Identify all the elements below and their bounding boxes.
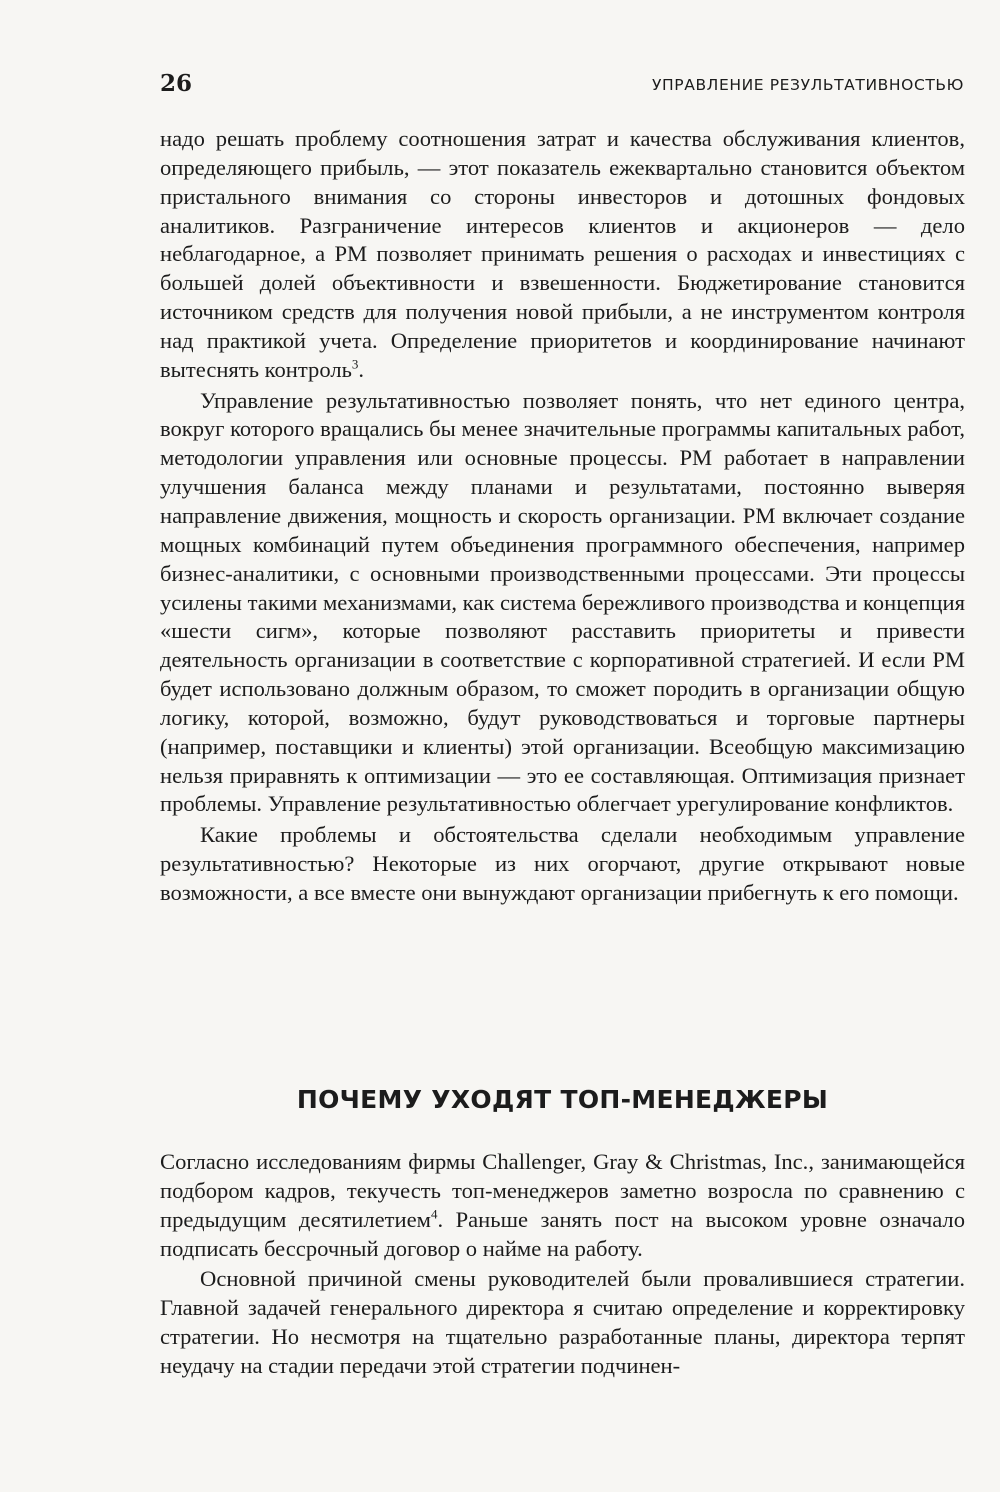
paragraph-1-tail: .: [358, 356, 365, 382]
footnote-ref-3: 3: [351, 356, 359, 372]
section-paragraph-1-text: Согласно исследованиям фирмы Challenger, Gray & Christmas, Inc., занимающейся подбором кадров, текучесть топ-менеджеров заметно возросла по сравнению с предыдущим десятилетием: [160, 1149, 965, 1232]
paragraph-2: Управление результативностью позволяет понять, что нет единого центра, вокруг которого вращались бы менее значительные программы капитальных работ, методологии управления или основные процессы. PM работает в направлении улучшения баланса между планами и результатами, постоянно выверяя направление движения, мощность и скорость организации. PM включает создание мощных комбинаций путем объединения программного обеспечения, например бизнес-аналитики, с основными производственными процессами. Эти процессы усилены такими механизмами, как система бережливого производства и концепция «шести сигм», которые позволяют расставить приоритеты и привести деятельность организации в соответствие с корпоративной стратегией. И если PM будет использовано должным образом, то сможет породить в организации общую логику, которой, возможно, будут руководствоваться и торговые партнеры (например, поставщики и клиенты) этой организации. Всеобщую максимизацию нельзя приравнять к оптимизации — это ее составляющая. Оптимизация признает проблемы. Управление результативностью облегчает урегулирование конфликтов.: [160, 387, 965, 817]
paragraph-1: [160, 125, 965, 385]
page-number: 26: [160, 70, 193, 97]
body-text-section: [160, 1148, 965, 1381]
paragraph-1-text: надо решать проблему соотношения затрат и качества обслуживания клиентов, определяющего прибыль, — этот показатель ежеквартально становится объектом пристального внимания со стороны инвесторов и дотошных фондовых аналитиков. Разграничение интересов клиентов и акционеров — дело неблагодарное, а PM позволяет принимать решения о расходах и инвестициях с большей долей объективности и взвешенности. Бюджетирование становится источником средств для получения новой прибыли, а не инструментом контроля над практикой учета. Определение приоритетов и координирование начинают вытеснять контроль: [160, 126, 965, 382]
body-text-top: [160, 125, 965, 908]
paragraph-3: Какие проблемы и обстоятельства сделали необходимым управление результативностью? Некоторые из них огорчают, другие открывают новые возможности, а все вместе они вынуждают организации прибегнуть к его помощи.: [160, 822, 965, 905]
footnote-ref-4: 4: [430, 1206, 438, 1222]
section-paragraph-2: Основной причиной смены руководителей были провалившиеся стратегии. Главной задачей генерального директора я считаю определение и корректировку стратегии. Но несмотря на тщательно разработанные планы, директора терпят неудачу на стадии передачи этой стратегии подчинен-: [160, 1266, 965, 1378]
running-title: УПРАВЛЕНИЕ РЕЗУЛЬТАТИВНОСТЬЮ: [652, 76, 964, 94]
section-paragraph-1: [160, 1148, 965, 1263]
section-paragraph-1-tail: . Раньше занять пост на высоком уровне означало подписать бессрочный договор о найме на работу.: [160, 1206, 965, 1261]
section-heading: ПОЧЕМУ УХОДЯТ ТОП-МЕНЕДЖЕРЫ: [296, 1085, 829, 1114]
